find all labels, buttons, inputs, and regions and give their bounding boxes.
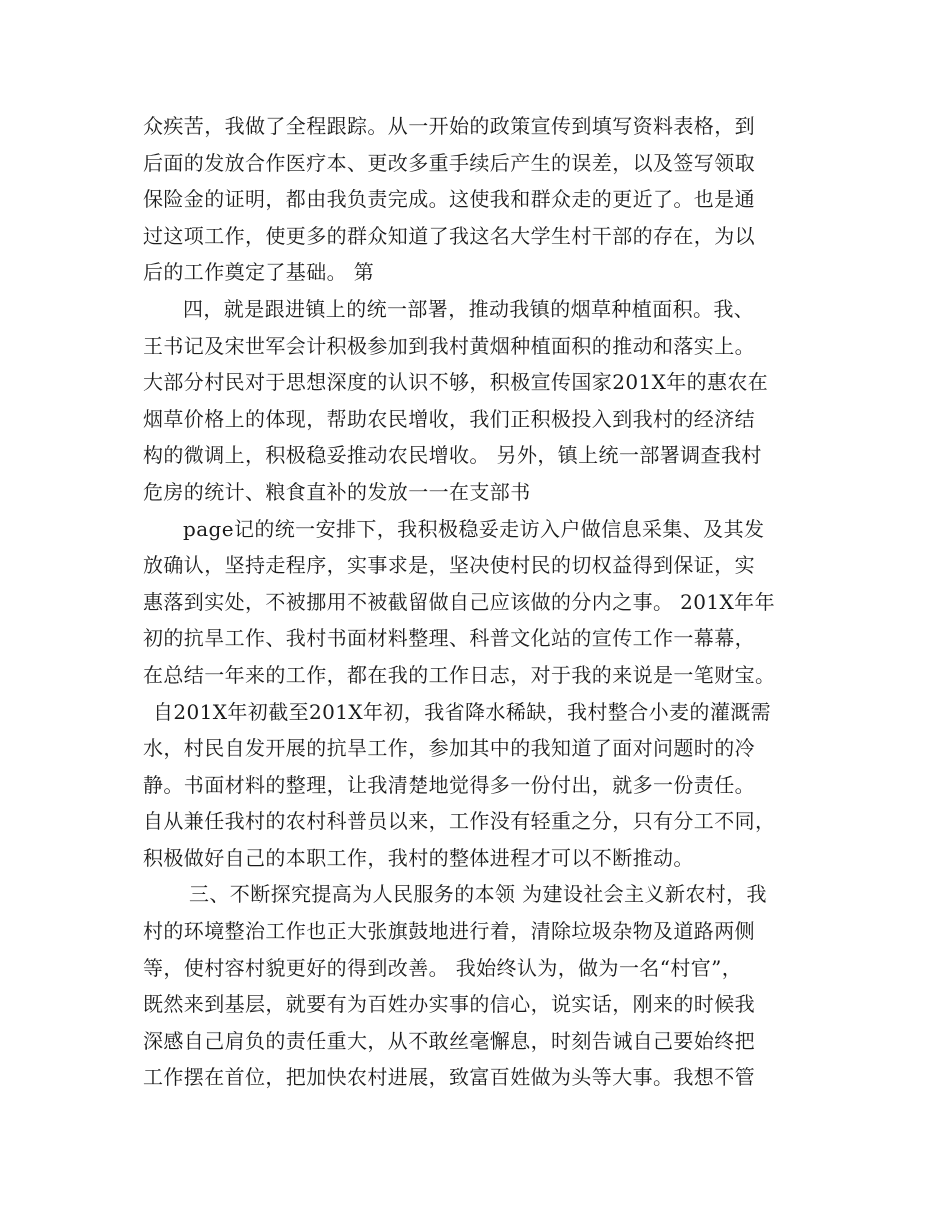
text-line: 工作摆在首位，把加快农村进展，致富百姓做为头等大事。我想不管 [143, 1065, 755, 1090]
text-line: 放确认，坚持走程序，实事求是，坚决使村民的切权益得到保证，实 [143, 553, 755, 578]
text-line: 众疾苦，我做了全程跟踪。从一开始的政策宣传到填写资料表格，到 [143, 114, 755, 138]
text-line: 自从兼任我村的农村科普员以来，工作没有轻重之分，只有分工不同， [143, 809, 776, 834]
text-line: 构的微调上，积极稳妥推动农民增收。 另外，镇上统一部署调查我村 [143, 443, 762, 468]
text-line: 深感自己肩负的责任重大，从不敢丝毫懈息，时刻告诫自己要始终把 [143, 1028, 755, 1053]
text-line: 烟草价格上的体现，帮助农民增收，我们正积极投入到我村的经济结 [143, 406, 755, 431]
text-line: 村的环境整治工作也正大张旗鼓地进行着，清除垃圾杂物及道路两侧 [143, 919, 755, 944]
text-line: 危房的统计、粮食直补的发放一一在支部书 [143, 479, 531, 504]
text-line: 王书记及宋世军会计积极参加到我村黄烟种植面积的推动和落实上。 [143, 333, 755, 358]
text-line: 初的抗旱工作、我村书面材料整理、科普文化站的宣传工作一幕幕， [143, 626, 755, 651]
paragraph-start-line: page记的统一安排下，我积极稳妥走访入户做信息采集、及其发 [183, 516, 765, 541]
text-line: 静。书面材料的整理，让我清楚地觉得多一份付出，就多一份责任。 [143, 772, 755, 797]
body-text [143, 108, 808, 1096]
text-line: 在总结一年来的工作，都在我的工作日志，对于我的来说是一笔财宝。 [143, 662, 776, 687]
text-line: 后的工作奠定了基础。 第 [143, 260, 375, 285]
text-line: 既然来到基层，就要有为百姓办实事的信心，说实话，刚来的时候我 [143, 992, 755, 1017]
text-line: 积极做好自己的本职工作，我村的整体进程才可以不断推动。 [143, 845, 694, 870]
text-line: 大部分村民对于思想深度的认识不够，积极宣传国家201X年的惠农在 [143, 370, 769, 395]
text-line: 后面的发放合作医疗本、更改多重手续后产生的误差，以及签写领取 [143, 150, 755, 175]
text-line: 惠落到实处，不被挪用不被截留做自己应该做的分内之事。 201X年年 [143, 589, 775, 614]
paragraph-start-line: 四，就是跟进镇上的统一部署，推动我镇的烟草种植面积。我、 [183, 296, 755, 321]
text-line: 过这项工作，使更多的群众知道了我这名大学生村干部的存在，为以 [143, 223, 755, 248]
text-line: 水，村民自发开展的抗旱工作，参加其中的我知道了面对问题时的冷 [143, 736, 755, 761]
text-line: 等，使村容村貌更好的得到改善。 我始终认为，做为一名“村官”， [143, 955, 743, 980]
section-heading-line: 三、不断探究提高为人民服务的本领 为建设社会主义新农村，我 [189, 882, 767, 907]
text-line: 自201X年初截至201X年初，我省降水稀缺，我村整合小麦的灌溉需 [153, 699, 772, 724]
text-line: 保险金的证明，都由我负责完成。这使我和群众走的更近了。也是通 [143, 187, 755, 212]
